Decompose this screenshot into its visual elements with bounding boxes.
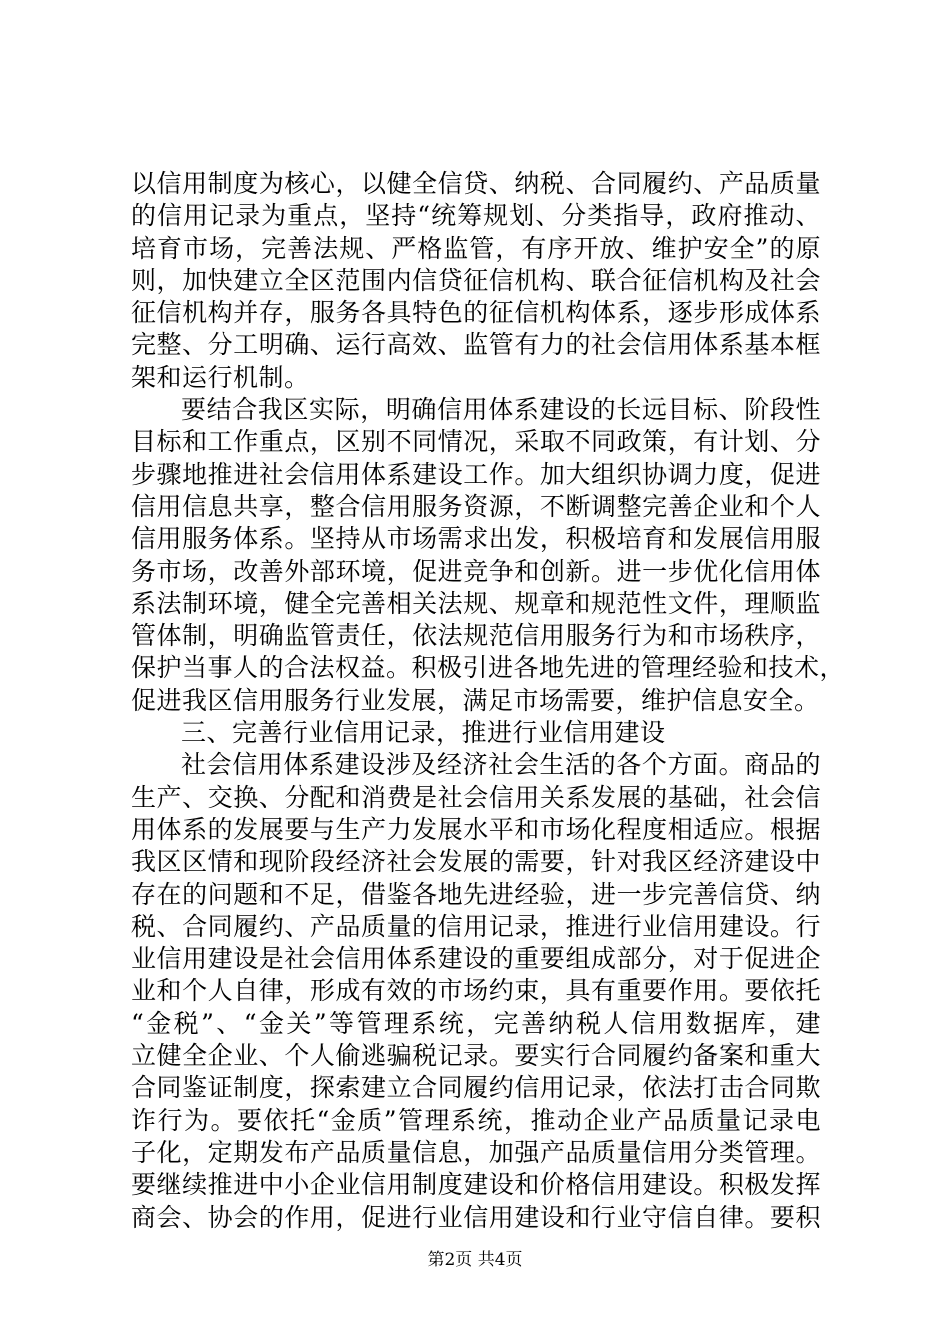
text-line: 完整、分工明确、运行高效、监管有力的社会信用体系基本框: [131, 330, 821, 360]
text-line: 立健全企业、个人偷逃骗税记录。要实行合同履约备案和重大: [131, 1041, 821, 1071]
text-line: 信用服务体系。坚持从市场需求出发，积极培育和发展信用服: [131, 524, 821, 554]
text-line: 诈行为。要依托“金质”管理系统，推动企业产品质量记录电: [131, 1105, 821, 1135]
text-line: 社会信用体系建设涉及经济社会生活的各个方面。商品的: [181, 750, 821, 780]
text-line: 保护当事人的合法权益。积极引进各地先进的管理经验和技术，: [131, 653, 846, 683]
text-line: 商会、协会的作用，促进行业信用建设和行业守信自律。要积: [131, 1202, 821, 1232]
text-line: 生产、交换、分配和消费是社会信用关系发展的基础，社会信: [131, 782, 821, 812]
text-line: 则，加快建立全区范围内信贷征信机构、联合征信机构及社会: [131, 265, 821, 295]
text-line: 促进我区信用服务行业发展，满足市场需要，维护信息安全。: [131, 685, 820, 715]
body-text: [131, 168, 846, 1234]
text-line: 的信用记录为重点，坚持“统筹规划、分类指导，政府推动、: [131, 201, 821, 231]
text-line: 税、合同履约、产品质量的信用记录，推进行业信用建设。行: [131, 911, 821, 941]
text-line: 要继续推进中小企业信用制度建设和价格信用建设。积极发挥: [131, 1170, 821, 1200]
text-line: 要结合我区实际，明确信用体系建设的长远目标、阶段性: [181, 395, 821, 425]
text-line: 合同鉴证制度，探索建立合同履约信用记录，依法打击合同欺: [131, 1073, 821, 1103]
text-line: 目标和工作重点，区别不同情况，采取不同政策，有计划、分: [131, 427, 821, 457]
text-line: “金税”、“金关”等管理系统，完善纳税人信用数据库，建: [131, 1008, 821, 1038]
text-line: 用体系的发展要与生产力发展水平和市场化程度相适应。根据: [131, 814, 821, 844]
text-line: 信用信息共享，整合信用服务资源，不断调整完善企业和个人: [131, 491, 821, 521]
text-line: 业和个人自律，形成有效的市场约束，具有重要作用。要依托: [131, 976, 821, 1006]
text-line: 步骤地推进社会信用体系建设工作。加大组织协调力度，促进: [131, 459, 821, 489]
section-heading: 三、完善行业信用记录，推进行业信用建设: [181, 718, 666, 748]
text-line: 我区区情和现阶段经济社会发展的需要，针对我区经济建设中: [131, 847, 821, 877]
text-line: 征信机构并存，服务各具特色的征信机构体系，逐步形成体系: [131, 298, 821, 328]
text-line: 培育市场，完善法规、严格监管，有序开放、维护安全”的原: [131, 233, 821, 263]
text-line: 业信用建设是社会信用体系建设的重要组成部分，对于促进企: [131, 944, 821, 974]
page-number-footer: 第2页 共4页: [427, 1250, 523, 1270]
text-line: 架和运行机制。: [131, 362, 310, 392]
text-line: 以信用制度为核心，以健全信贷、纳税、合同履约、产品质量: [131, 169, 821, 198]
text-line: 管体制，明确监管责任，依法规范信用服务行为和市场秩序，: [131, 621, 821, 651]
text-line: 务市场，改善外部环境，促进竞争和创新。进一步优化信用体: [131, 556, 821, 586]
text-line: 存在的问题和不足，借鉴各地先进经验，进一步完善信贷、纳: [131, 879, 821, 909]
text-line: 子化，定期发布产品质量信息，加强产品质量信用分类管理。: [131, 1137, 821, 1167]
text-line: 系法制环境，健全完善相关法规、规章和规范性文件，理顺监: [131, 588, 821, 618]
